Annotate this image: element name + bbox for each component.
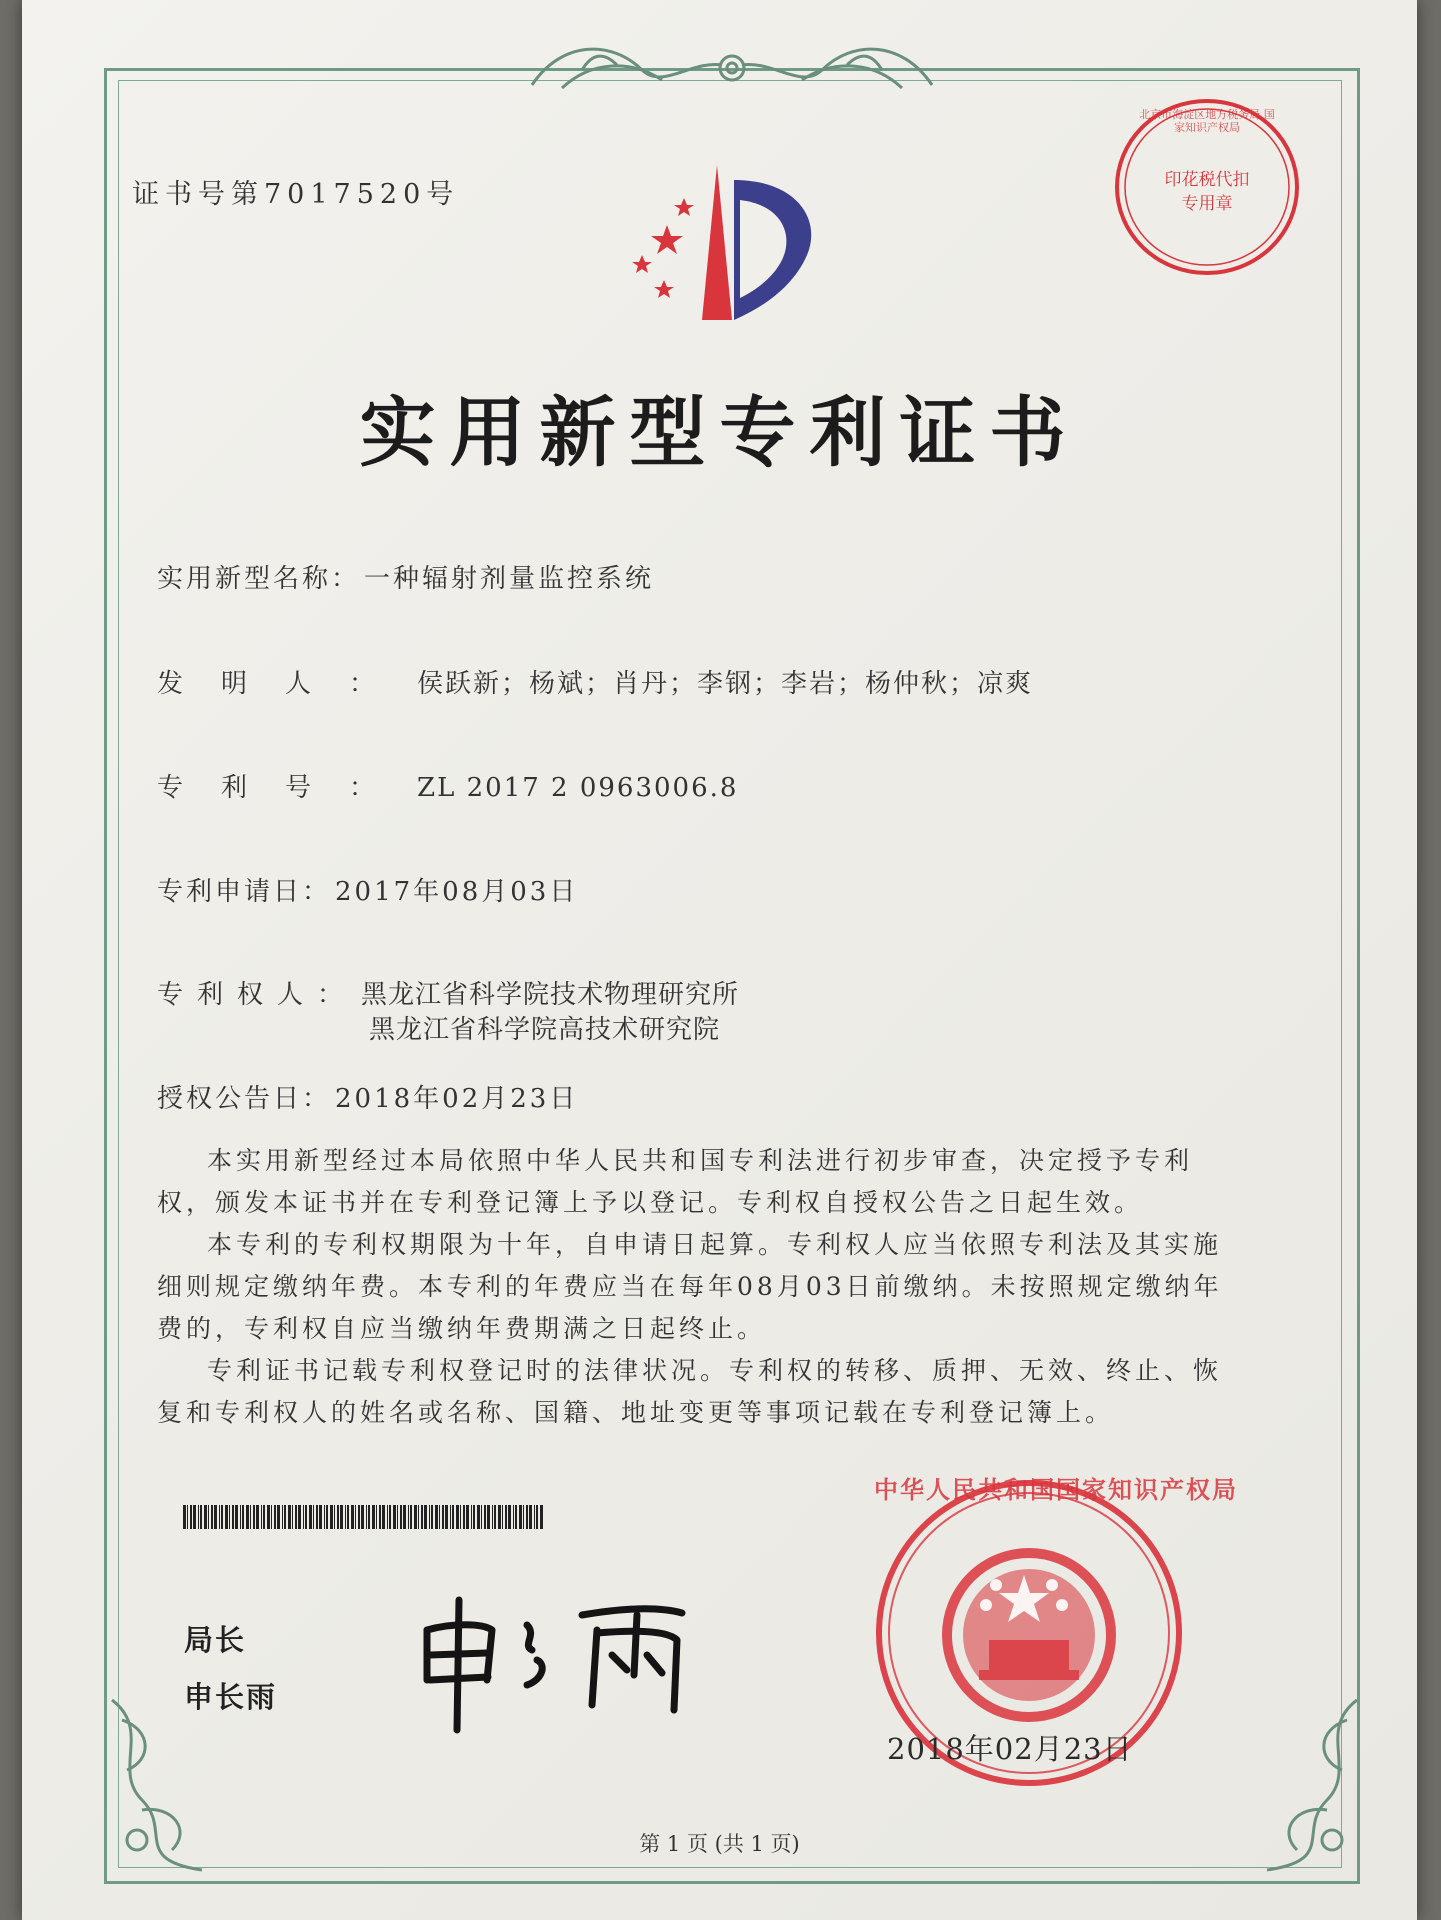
inventor-label: 发明人： bbox=[157, 669, 414, 699]
barcode-bar bbox=[393, 1505, 396, 1529]
barcode-bar bbox=[240, 1505, 241, 1529]
barcode-bar bbox=[298, 1505, 301, 1529]
filing-date-value: 2017年08月03日 bbox=[335, 877, 579, 907]
barcode-bar bbox=[368, 1505, 370, 1529]
barcode-bar bbox=[481, 1505, 482, 1529]
barcode-bar bbox=[498, 1505, 501, 1529]
barcode-bar bbox=[508, 1505, 511, 1529]
barcode-bar bbox=[309, 1505, 312, 1529]
barcode-bar bbox=[397, 1505, 398, 1529]
grant-date-value: 2018年02月23日 bbox=[335, 1084, 579, 1114]
barcode-bar bbox=[450, 1505, 451, 1529]
top-ornament bbox=[522, 30, 942, 100]
barcode-bar bbox=[284, 1505, 286, 1529]
patentee-value-1: 黑龙江省科学院技术物理研究所 bbox=[361, 980, 740, 1010]
barcode-bar bbox=[351, 1505, 354, 1529]
barcode-bar bbox=[316, 1505, 318, 1529]
barcode-bar bbox=[340, 1505, 343, 1529]
barcode-bar bbox=[366, 1505, 367, 1529]
barcode-bar bbox=[534, 1505, 535, 1529]
barcode-bar bbox=[429, 1505, 430, 1529]
barcode-bar bbox=[295, 1505, 297, 1529]
barcode-bar bbox=[235, 1505, 238, 1529]
body-paragraph: 专利证书记载专利权登记时的法律状况。专利权的转移、质押、无效、终止、恢复和专利权人的姓名或名称、国籍、地址变更等事项记载在专利登记簿上。 bbox=[157, 1356, 1223, 1427]
barcode-bar bbox=[502, 1505, 503, 1529]
barcode-bar bbox=[204, 1505, 207, 1529]
barcode-bar bbox=[492, 1505, 493, 1529]
patentee-row bbox=[157, 974, 739, 1011]
barcode-bar bbox=[387, 1505, 388, 1529]
director-title: 局长 bbox=[184, 1623, 247, 1657]
barcode-bar bbox=[389, 1505, 391, 1529]
barcode-bar bbox=[313, 1505, 314, 1529]
barcode-bar bbox=[190, 1505, 192, 1529]
barcode-bar bbox=[466, 1505, 469, 1529]
barcode-bar bbox=[214, 1505, 217, 1529]
barcode-bar bbox=[208, 1505, 209, 1529]
utility-model-name-row bbox=[157, 558, 654, 595]
barcode-bar bbox=[253, 1505, 255, 1529]
barcode-bar bbox=[435, 1505, 438, 1529]
barcode-bar bbox=[261, 1505, 262, 1529]
barcode-bar bbox=[523, 1505, 524, 1529]
barcode-bar bbox=[292, 1505, 293, 1529]
director-signature bbox=[412, 1585, 732, 1735]
barcode-bar bbox=[277, 1505, 280, 1529]
barcode-bar bbox=[256, 1505, 259, 1529]
barcode bbox=[183, 1505, 543, 1529]
seal-date: 2018年02月23日 bbox=[887, 1732, 1133, 1766]
barcode-bar bbox=[460, 1505, 461, 1529]
barcode-bar bbox=[529, 1505, 532, 1529]
barcode-bar bbox=[477, 1505, 480, 1529]
certificate-paper bbox=[22, 0, 1417, 1920]
barcode-bar bbox=[487, 1505, 490, 1529]
barcode-bar bbox=[519, 1505, 522, 1529]
barcode-bar bbox=[193, 1505, 196, 1529]
barcode-bar bbox=[334, 1505, 335, 1529]
tax-stamp-center-text: 印花税代扣专用章 bbox=[1164, 170, 1250, 214]
barcode-bar bbox=[324, 1505, 325, 1529]
barcode-bar bbox=[421, 1505, 423, 1529]
barcode-bar bbox=[319, 1505, 322, 1529]
utility-model-name-label: 实用新型名称： bbox=[157, 564, 361, 594]
barcode-bar bbox=[414, 1505, 417, 1529]
barcode-bar bbox=[494, 1505, 496, 1529]
barcode-bar bbox=[232, 1505, 234, 1529]
barcode-bar bbox=[515, 1505, 517, 1529]
utility-model-name-value: 一种辐射剂量监控系统 bbox=[364, 564, 655, 594]
official-seal-text: 中华人民共和国国家知识产权局 bbox=[874, 1476, 1238, 1504]
barcode-bar bbox=[471, 1505, 472, 1529]
barcode-bar bbox=[513, 1505, 514, 1529]
barcode-bar bbox=[330, 1505, 333, 1529]
patent-number-value: ZL 2017 2 0963006.8 bbox=[417, 773, 739, 803]
barcode-bar bbox=[345, 1505, 346, 1529]
certificate-number: 证书号第7017520号 bbox=[132, 179, 460, 210]
body-paragraph: 本专利的专利权期限为十年，自申请日起算。专利权人应当依照专利法及其实施细则规定缴纳年费。本专利的年费应当在每年08月03日前缴纳。未按照规定缴纳年费的，专利权自应当缴纳年费期满之日起终止。 bbox=[157, 1230, 1223, 1343]
barcode-bar bbox=[403, 1505, 406, 1529]
barcode-bar bbox=[445, 1505, 448, 1529]
barcode-bar bbox=[536, 1505, 538, 1529]
barcode-bar bbox=[250, 1505, 251, 1529]
barcode-bar bbox=[431, 1505, 433, 1529]
barcode-bar bbox=[211, 1505, 213, 1529]
barcode-bar bbox=[442, 1505, 444, 1529]
director-name: 申长雨 bbox=[184, 1680, 278, 1714]
page-indicator: 第 1 页 (共 1 页) bbox=[639, 1832, 800, 1856]
tax-stamp-ring-text: 北京市海淀区地方税务局 国家知识产权局 bbox=[1139, 108, 1275, 134]
patentee-row-2 bbox=[365, 1009, 720, 1046]
inventor-row bbox=[157, 663, 1033, 700]
barcode-bar bbox=[303, 1505, 304, 1529]
barcode-bar bbox=[183, 1505, 186, 1529]
barcode-bar bbox=[326, 1505, 328, 1529]
patentee-value-2: 黑龙江省科学院高技术研究院 bbox=[369, 1015, 721, 1045]
barcode-bar bbox=[274, 1505, 276, 1529]
barcode-bar bbox=[505, 1505, 507, 1529]
barcode-bar bbox=[267, 1505, 270, 1529]
barcode-bar bbox=[439, 1505, 440, 1529]
grant-date-label: 授权公告日： bbox=[157, 1084, 332, 1114]
barcode-bar bbox=[463, 1505, 465, 1529]
certificate-title: 实用新型专利证书 bbox=[359, 388, 1080, 477]
barcode-bar bbox=[271, 1505, 272, 1529]
barcode-bar bbox=[456, 1505, 459, 1529]
barcode-bar bbox=[187, 1505, 188, 1529]
barcode-bar bbox=[376, 1505, 377, 1529]
barcode-bar bbox=[305, 1505, 307, 1529]
barcode-bar bbox=[246, 1505, 249, 1529]
barcode-bar bbox=[473, 1505, 475, 1529]
barcode-bar bbox=[229, 1505, 230, 1529]
barcode-bar bbox=[361, 1505, 364, 1529]
barcode-bar bbox=[198, 1505, 199, 1529]
barcode-bar bbox=[418, 1505, 419, 1529]
barcode-bar bbox=[358, 1505, 360, 1529]
barcode-bar bbox=[288, 1505, 291, 1529]
patent-number-label: 专利号： bbox=[157, 773, 414, 803]
filing-date-row bbox=[157, 871, 578, 908]
barcode-bar bbox=[221, 1505, 223, 1529]
barcode-bar bbox=[382, 1505, 385, 1529]
grant-date-row bbox=[157, 1078, 578, 1115]
barcode-bar bbox=[526, 1505, 528, 1529]
barcode-bar bbox=[219, 1505, 220, 1529]
barcode-bar bbox=[410, 1505, 412, 1529]
patent-number-row bbox=[157, 767, 738, 804]
barcode-bar bbox=[408, 1505, 409, 1529]
barcode-bar bbox=[484, 1505, 486, 1529]
barcode-bar bbox=[337, 1505, 339, 1529]
inventor-value: 侯跃新；杨斌；肖丹；李钢；李岩；杨仲秋；凉爽 bbox=[417, 669, 1034, 699]
patentee-label: 专利权人： bbox=[157, 980, 358, 1010]
barcode-bar bbox=[263, 1505, 265, 1529]
barcode-bar bbox=[225, 1505, 228, 1529]
barcode-bar bbox=[372, 1505, 375, 1529]
body-paragraph: 本实用新型经过本局依照中华人民共和国专利法进行初步审查，决定授予专利权，颁发本证书并在专利登记簿上予以登记。专利权自授权公告之日起生效。 bbox=[157, 1146, 1194, 1217]
barcode-bar bbox=[452, 1505, 454, 1529]
barcode-bar bbox=[540, 1505, 543, 1529]
barcode-bar bbox=[200, 1505, 202, 1529]
barcode-bar bbox=[400, 1505, 402, 1529]
barcode-bar bbox=[347, 1505, 349, 1529]
barcode-bar bbox=[424, 1505, 427, 1529]
barcode-bar bbox=[355, 1505, 356, 1529]
barcode-bar bbox=[242, 1505, 244, 1529]
barcode-bar bbox=[379, 1505, 381, 1529]
filing-date-label: 专利申请日： bbox=[157, 877, 332, 907]
patent-office-logo bbox=[622, 160, 842, 335]
certificate-body bbox=[157, 1140, 1237, 1434]
barcode-bar bbox=[282, 1505, 283, 1529]
